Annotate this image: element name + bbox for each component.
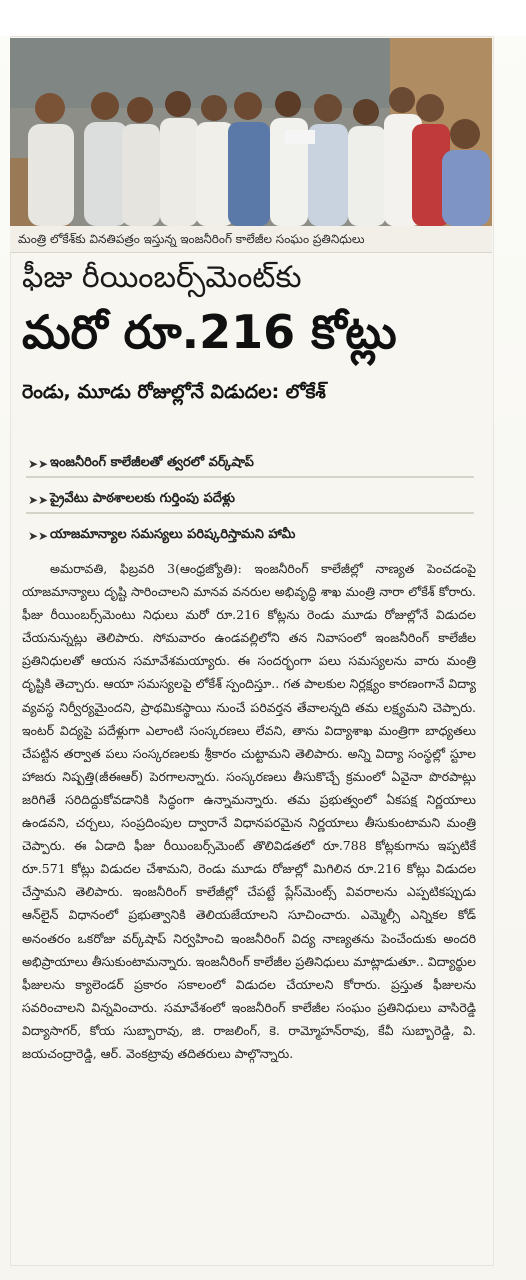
article-paragraph: అమరావతి, ఫిబ్రవరి 3(ఆంధ్రజ్యోతి): ఇంజనీరింగ్ కాలేజీల్లో నాణ్యత పెంచడంపై యాజమాన్యాలు దృష్టి సారించాలని మానవ వనరుల అభివృద్ధి శాఖ మంత్రి నారా లోకేశ్ కోరారు. ఫీజు రీయింబర్స్‌మెంటు నిధులు మరో రూ.216 కోట్లను రెండు మూడు రోజుల్లోనే విడుదల చేయనున్నట్లు తెలిపారు. సోమవారం ఉండవల్లిలోని తన నివాసంలో ఇంజనీరింగ్ కాలేజీల ప్రతినిధులతో ఆయన సమావేశమయ్యారు. ఈ సందర్భంగా పలు సమస్యలను వారు మంత్రి దృష్టికి తెచ్చారు. ఆయా సమస్యలపై లోకేశ్ స్పందిస్తూ.. గత పాలకుల నిర్లక్ష్యం కారణంగానే విద్యా వ్యవస్థ నిర్వీర్యమైందని, ప్రాథమికస్థాయి నుంచే పరివర్తన తేవాలన్నది తమ లక్ష్యమని చెప్పారు. ఇంటర్ విద్యపై పదేళ్లుగా ఎలాంటి సంస్కరణలు లేవని, తాను విద్యాశాఖ మంత్రిగా బాధ్యతలు చేపట్టిన తర్వాత పలు సంస్కరణలకు శ్రీకారం చుట్టామని తెలిపారు. అన్ని విద్యా సంస్థల్లో స్టూల హాజరు నిష్పత్తి(జీఈఆర్) పెరగాలన్నారు. సంస్కరణలు తీసుకొచ్చే క్రమంలో ఏవైనా పొరపాట్లు జరిగితే సరిదిద్దుకోవడానికి సిద్ధంగా ఉన్నామన్నారు. తమ ప్రభుత్వంలో ఏకపక్ష నిర్ణయాలు ఉండవని, చర్చలు, సంప్రదింపుల ద్వారానే విధానపరమైన నిర్ణయాలు తీసుకుంటామని మంత్రి చెప్పారు. ఈ ఏడాది ఫీజు రీయింబర్స్‌మెంట్ తొలివిడతలో రూ.788 కోట్లకుగాను ఇప్పటికే రూ.571 కోట్లు విడుదల చేశామని, రెండు మూడు రోజుల్లో మిగిలిన రూ.216 కోట్లు విడుదల చేస్తామని తెలిపారు. ఇంజనీరింగ్ కాలేజీల్లో చేపట్టే ప్లేస్‌మెంట్స్ వివరాలను ఎప్పటికప్పుడు ఆన్‌లైన్ విధానంలో ప్రభుత్వానికి తెలియజేయాలని సూచించారు. ఎమ్మెల్సీ ఎన్నికల కోడ్ అనంతరం ఒకరోజు వర్క్‌షాప్ నిర్వహించి ఇంజనీరింగ్ విద్య నాణ్యతను పెంచేందుకు అందరి అభిప్రాయాలు తీసుకుంటామన్నారు. ఇంజనీరింగ్ కాలేజీల ప్రతినిధులు మాట్లాడుతూ.. విద్యార్థుల ఫీజులను క్యాలెండర్ ప్రకారం సకాలంలో విడుదల చేయాలని కోరారు. ప్రస్తుత ఫీజులను సవరించాలని విన్నవించారు. సమావేశంలో ఇంజనీరింగ్ కాలేజీల సంఘం ప్రతినిధులు వాసిరెడ్డి విద్యాసాగర్, కోయ సుబ్బారావు, జి. రాజలింగ్, కె. రామ్మోహన్‌రావు, కేవీ సుబ్బారెడ్డి, వి. జయచంద్రారెడ్డి, ఆర్. వెంకట్రావు తదితరులు పాల్గొన్నారు. [22,561,476,1061]
bullet-arrow-icon: ➤➤ [28,493,49,507]
photo-caption: మంత్రి లోకేశ్‌కు వినతిపత్రం ఇస్తున్న ఇంజనీరింగ్ కాలేజీల సంఘం ప్రతినిధులు [18,232,365,246]
bullet-arrow-icon: ➤➤ [28,457,49,471]
highlight-point-text: ప్రైవేటు పాఠశాలలకు గుర్తింపు పదేళ్లు [50,491,235,506]
news-photo [10,38,492,226]
group-photo-image [10,38,492,226]
article-body [22,557,476,1065]
highlight-point-text: యాజమాన్యాల సమస్యలు పరిష్కరిస్తామని హామీ [50,527,296,542]
highlight-point [26,524,474,548]
headline-kicker: ఫీజు రీయింబర్స్‌మెంట్‌కు [22,260,302,295]
top-margin [0,0,526,36]
subheadline: రెండు, మూడు రోజుల్లోనే విడుదల: లోకేశ్ [22,381,326,403]
highlight-point-text: ఇంజనీరింగ్ కాలేజీలతో త్వరలో వర్క్‌షాప్ [50,455,254,470]
highlight-point [26,488,474,514]
headline: మరో రూ.216 కోట్లు [22,305,397,359]
bullet-arrow-icon: ➤➤ [28,529,49,543]
highlight-point [26,452,474,478]
photo-caption-bar [10,226,492,253]
